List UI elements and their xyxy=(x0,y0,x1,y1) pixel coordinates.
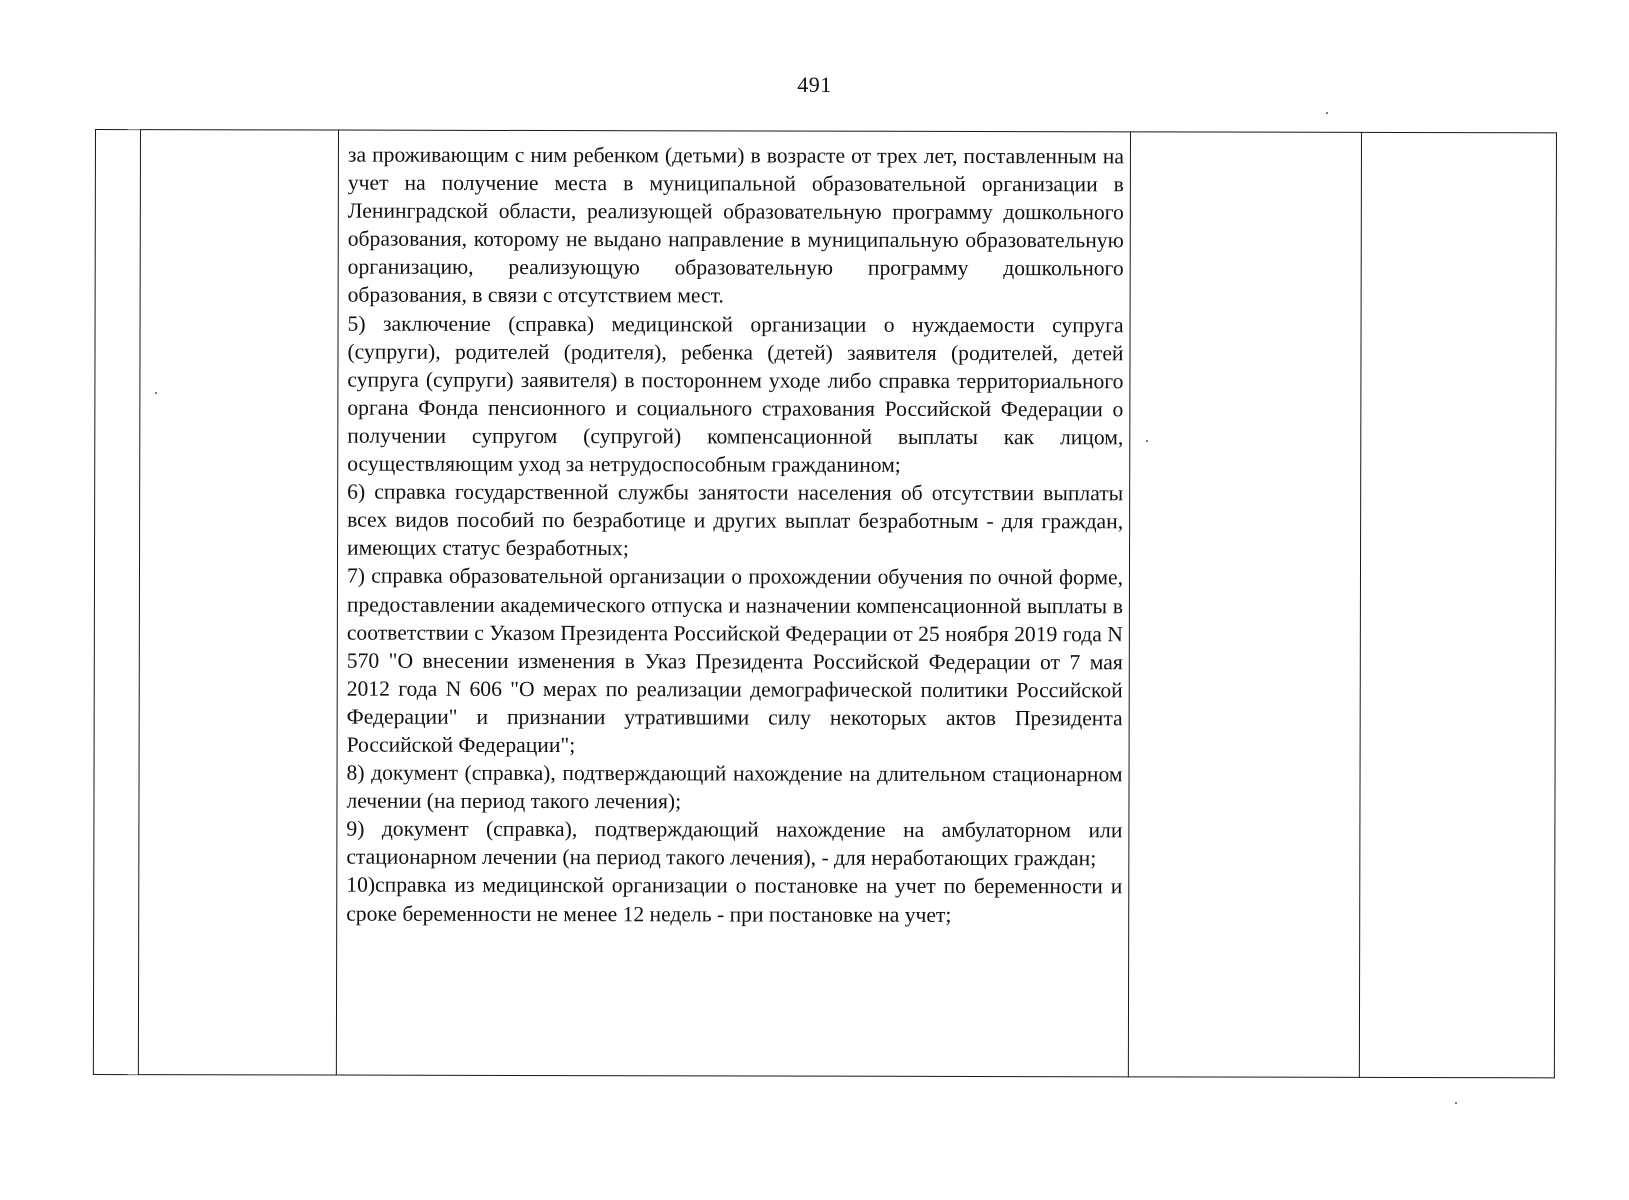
document-table xyxy=(93,129,1557,1078)
paragraph-item-7: 7) справка образовательной организации о прохождении обучения по очной форме, предоставлении академического отпуска и назначении компенсационной выплаты в соответствии с Указом Президента Российской Федерации от 25 ноября 2019 года N 570 "О внесении изменения в Указ Президента Российской Федерации от 7 мая 2012 года N 606 "О мерах по реализации демографической политики Российской Федерации" и признании утратившими силу некоторых актов Президента Российской Федерации"; xyxy=(346,563,1124,758)
paragraph-item-6: 6) справка государственной службы занятости населения об отсутствии выплаты всех видов пособий по безработице и других выплат безработным - для граждан, имеющих статус безработных; xyxy=(347,479,1124,561)
table-cell-column-5 xyxy=(1359,132,1556,1077)
scan-speck xyxy=(1326,112,1328,114)
page-number: 491 xyxy=(797,72,832,97)
scan-speck xyxy=(1146,440,1148,442)
table-cell-document-list xyxy=(336,130,1130,1077)
paragraph-item-9: 9) документ (справка), подтверждающий нахождение на амбулаторном или стационарном лечении (на период такого лечения), - для неработающих граждан; xyxy=(346,816,1123,871)
table-row xyxy=(93,130,1556,1078)
table-cell-column-1 xyxy=(93,130,140,1075)
paragraph-item-10: 10)справка из медицинской организации о постановке на учет по беременности и сроке беременности не менее 12 недель - при постановке на учет; xyxy=(346,873,1123,927)
paragraph-item-8: 8) документ (справка), подтверждающий нахождение на длительном стационарном лечении (на период такого лечения); xyxy=(346,760,1123,814)
table-cell-column-4 xyxy=(1128,132,1361,1078)
paragraph-item-5: 5) заключение (справка) медицинской организации о нуждаемости супруга (супруги), родителей (родителя), ребенка (детей) заявителя (родителей, детей супруга (супруги) заявителя) в постороннем уходе либо справка территориального органа Фонда пенсионного и социального страхования Российской Федерации о получении супругом (супругой) компенсационной выплаты как лицом, осуществляющим уход за нетрудоспособным гражданином; xyxy=(347,311,1124,477)
paragraph-continuation: за проживающим с ним ребенком (детьми) в возрасте от трех лет, поставленным на учет на получение места в муниципальной образовательной организации в Ленинградской области, реализующей образовательную программу дошкольного образования, которому не выдано направление в муниципальную образовательную организацию, реализующую образовательную программу дошкольного образования, в связи с отсутствием мест. xyxy=(347,142,1124,308)
scan-speck xyxy=(155,392,157,394)
table-cell-column-2 xyxy=(138,130,338,1075)
scan-speck xyxy=(1455,1102,1457,1104)
